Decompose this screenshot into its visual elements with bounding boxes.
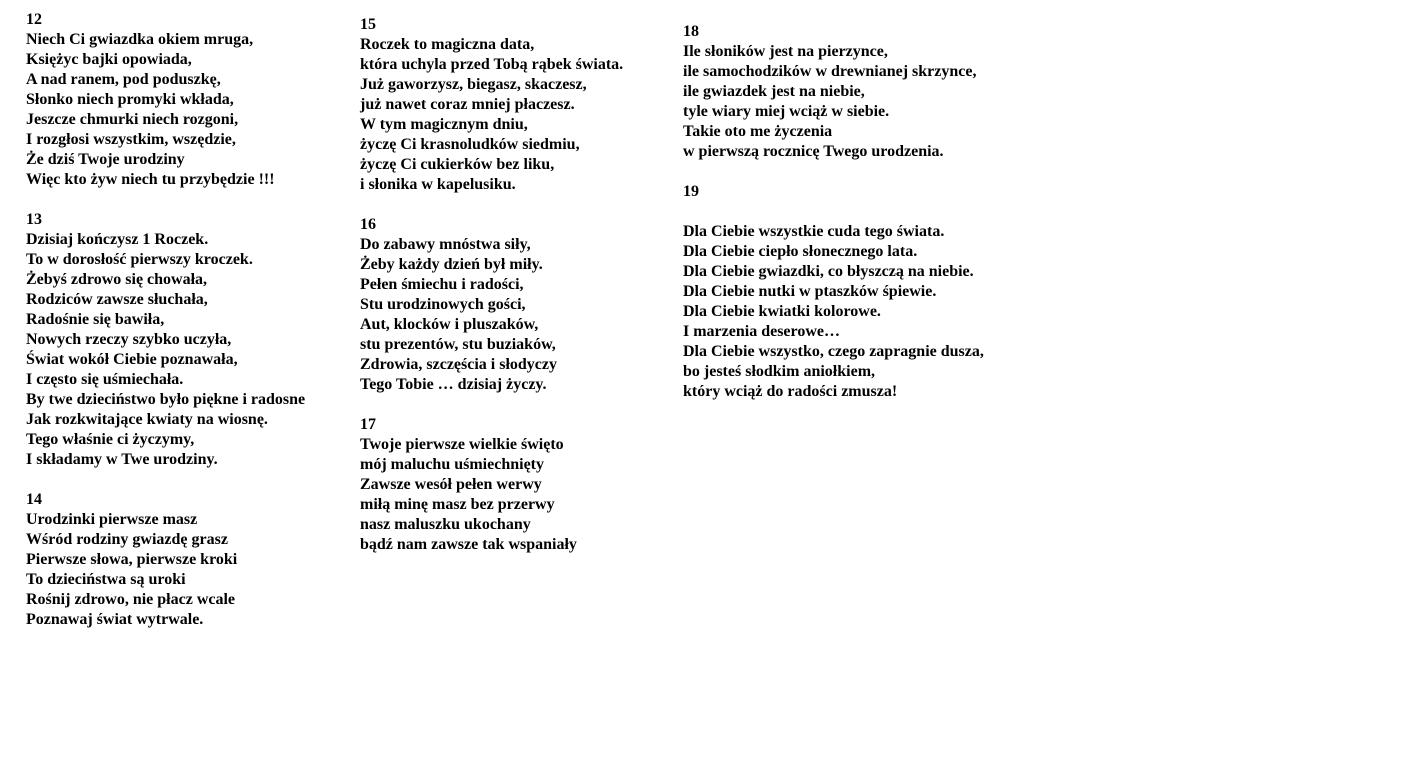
poem-line: To dzieciństwa są uroki (26, 571, 186, 588)
poem-number: 15 (360, 16, 376, 33)
poem-number: 19 (683, 183, 699, 200)
poem-line: I często się uśmiechała. (26, 371, 184, 388)
poem-line: który wciąż do radości zmusza! (683, 383, 898, 400)
poem-line: i słonika w kapelusiku. (360, 176, 516, 193)
poem-line: Urodzinki pierwsze masz (26, 511, 198, 528)
poem-line: Jak rozkwitające kwiaty na wiosnę. (26, 411, 268, 428)
poem-line: Nowych rzeczy szybko uczyła, (26, 331, 232, 348)
poem-line: Radośnie się bawiła, (26, 311, 165, 328)
poem-18 (683, 22, 984, 162)
poem-number: 14 (26, 491, 42, 508)
blank-line (683, 202, 984, 222)
poem-line: Dla Ciebie ciepło słonecznego lata. (683, 243, 918, 260)
poem-line: Poznawaj świat wytrwale. (26, 611, 204, 628)
poem-line: Takie oto me życzenia (683, 123, 833, 140)
poem-number: 18 (683, 23, 699, 40)
poem-line: I składamy w Twe urodziny. (26, 451, 218, 468)
poem-line: Tego właśnie ci życzymy, (26, 431, 195, 448)
poem-14 (26, 490, 305, 630)
poem-line: Stu urodzinowych gości, (360, 296, 526, 313)
poem-line: Do zabawy mnóstwa siły, (360, 236, 531, 253)
poem-line: miłą minę masz bez przerwy (360, 496, 555, 513)
poem-line: Dla Ciebie kwiatki kolorowe. (683, 303, 881, 320)
poem-line: nasz maluszku ukochany (360, 516, 531, 533)
poem-line: Zawsze wesół pełen werwy (360, 476, 542, 493)
poem-line: W tym magicznym dniu, (360, 116, 528, 133)
poem-line: Więc kto żyw niech tu przybędzie !!! (26, 171, 275, 188)
poem-line: Dla Ciebie gwiazdki, co błyszczą na niebie. (683, 263, 974, 280)
poem-line: Dla Ciebie wszystko, czego zapragnie dusza, (683, 343, 984, 360)
poem-line: A nad ranem, pod poduszkę, (26, 71, 221, 88)
poem-line: stu prezentów, stu buziaków, (360, 336, 556, 353)
poem-line: ile gwiazdek jest na niebie, (683, 83, 865, 100)
poem-line: Rośnij zdrowo, nie płacz wcale (26, 591, 236, 608)
poem-15 (360, 15, 623, 195)
poem-line: w pierwszą rocznicę Twego urodzenia. (683, 143, 944, 160)
poem-12 (26, 10, 305, 190)
poem-line: która uchyla przed Tobą rąbek świata. (360, 56, 624, 73)
poem-line: życzę Ci cukierków bez liku, (360, 156, 555, 173)
poem-number: 17 (360, 416, 376, 433)
poem-line: I rozgłosi wszystkim, wszędzie, (26, 131, 236, 148)
poem-line: tyle wiary miej wciąż w siebie. (683, 103, 890, 120)
poem-line: Zdrowia, szczęścia i słodyczy (360, 356, 558, 373)
poem-line: Księżyc bajki opowiada, (26, 51, 192, 68)
poem-13 (26, 210, 305, 470)
poem-line: Niech Ci gwiazdka okiem mruga, (26, 31, 254, 48)
poem-line: Żebyś zdrowo się chowała, (26, 271, 208, 288)
poem-line: Pierwsze słowa, pierwsze kroki (26, 551, 238, 568)
poem-line: Dla Ciebie wszystkie cuda tego świata. (683, 223, 945, 240)
poem-line: Już gaworzysz, biegasz, skaczesz, (360, 76, 587, 93)
poem-line: Żeby każdy dzień był miły. (360, 256, 543, 273)
poem-19 (683, 182, 984, 402)
poem-column-3 (683, 22, 984, 422)
poem-line: bo jesteś słodkim aniołkiem, (683, 363, 876, 380)
poem-line: Jeszcze chmurki niech rozgoni, (26, 111, 239, 128)
poem-line: Aut, klocków i pluszaków, (360, 316, 539, 333)
poem-line: Tego Tobie … dzisiaj życzy. (360, 376, 547, 393)
poem-line: I marzenia deserowe… (683, 323, 840, 340)
poem-number: 13 (26, 211, 42, 228)
poem-number: 16 (360, 216, 376, 233)
poem-line: Dzisiaj kończysz 1 Roczek. (26, 231, 209, 248)
poem-17 (360, 415, 623, 555)
poem-column-1 (26, 10, 305, 650)
poem-line: Dla Ciebie nutki w ptaszków śpiewie. (683, 283, 937, 300)
poem-line: Że dziś Twoje urodziny (26, 151, 185, 168)
poem-column-2 (360, 15, 623, 575)
poem-line: bądź nam zawsze tak wspaniały (360, 536, 577, 553)
poem-line: życzę Ci krasnoludków siedmiu, (360, 136, 580, 153)
poem-16 (360, 215, 623, 395)
poem-line: już nawet coraz mniej płaczesz. (360, 96, 575, 113)
poem-line: mój maluchu uśmiechnięty (360, 456, 544, 473)
poem-line: Rodziców zawsze słuchała, (26, 291, 208, 308)
poem-line: By twe dzieciństwo było piękne i radosne (26, 391, 306, 408)
poem-line: Twoje pierwsze wielkie święto (360, 436, 564, 453)
poem-line: ile samochodzików w drewnianej skrzynce, (683, 63, 977, 80)
poem-number: 12 (26, 11, 42, 28)
poem-line: Wśród rodziny gwiazdę grasz (26, 531, 228, 548)
poem-line: Świat wokół Ciebie poznawała, (26, 351, 238, 368)
poem-line: Ile słoników jest na pierzynce, (683, 43, 888, 60)
poem-line: Roczek to magiczna data, (360, 36, 535, 53)
poem-line: Słonko niech promyki wkłada, (26, 91, 234, 108)
poem-line: Pełen śmiechu i radości, (360, 276, 524, 293)
poem-line: To w dorosłość pierwszy kroczek. (26, 251, 253, 268)
